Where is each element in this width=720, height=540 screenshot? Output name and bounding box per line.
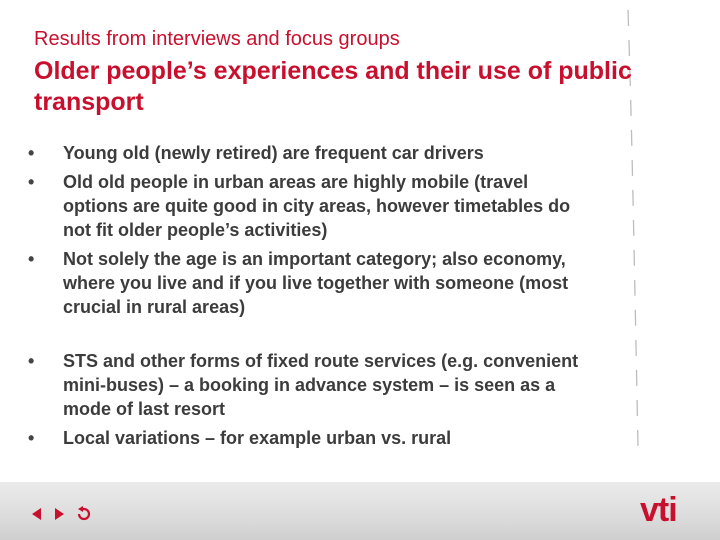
bullet-marker: • [28, 428, 35, 448]
bullet-item [28, 247, 588, 319]
bullet-marker: • [28, 249, 35, 269]
bullet-item [28, 426, 588, 450]
bullet-item [28, 170, 588, 242]
bullet-marker: • [28, 172, 35, 192]
bullet-text: Local variations – for example urban vs. rural [63, 428, 452, 448]
footer-bar [0, 482, 720, 540]
slide-title: Older people’s experiences and their use of public transport [34, 57, 632, 116]
bullet-item [28, 141, 588, 165]
bullet-item [28, 349, 588, 421]
slide-subtitle: Results from interviews and focus groups [34, 28, 400, 50]
bullet-list [28, 141, 588, 455]
bullet-text: STS and other forms of fixed route services (e.g. convenient mini-buses) – a booking in advance system – is seen as a mode of last resort [63, 351, 579, 419]
next-slide-icon[interactable] [54, 506, 66, 522]
return-icon[interactable] [76, 506, 92, 522]
bullet-text: Old old people in urban areas are highly mobile (travel options are quite good in city areas, however timetables do not fit older people’s activities) [63, 172, 571, 240]
vti-logo: vti [640, 491, 677, 529]
bullet-text: Young old (newly retired) are frequent car drivers [63, 143, 484, 163]
bullet-marker: • [28, 351, 35, 371]
bullet-marker: • [28, 143, 35, 163]
bullet-text: Not solely the age is an important category; also economy, where you live and if you live together with someone (most crucial in rural areas) [63, 249, 569, 317]
prev-slide-icon[interactable] [30, 506, 42, 522]
